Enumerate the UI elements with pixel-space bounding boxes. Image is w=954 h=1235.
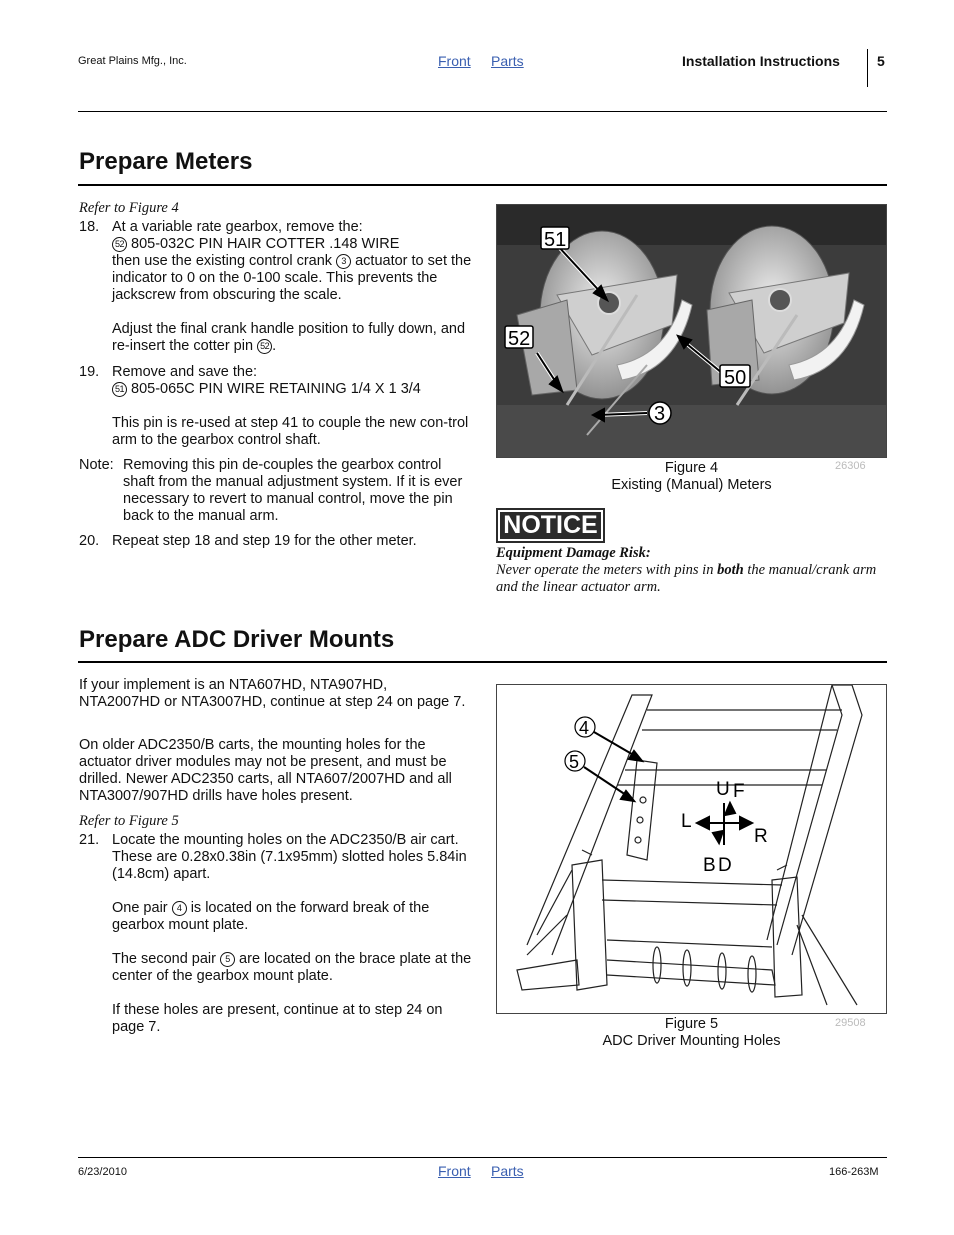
callout-52: 52 — [257, 339, 272, 354]
step-21-text: Locate the mounting holes on the ADC2350/B air cart. These are 0.28x0.38in (7.1x95mm) slotted holes 5.84in (14.8cm) apart. — [112, 832, 467, 882]
front-link[interactable]: Front — [438, 53, 471, 69]
figure-5-caption: ADC Driver Mounting Holes — [602, 1033, 781, 1049]
callout-52: 52 — [112, 237, 127, 252]
compass-u: U — [716, 779, 730, 800]
step-18 — [112, 219, 472, 355]
compass-l: L — [681, 811, 692, 832]
step-21 — [112, 832, 472, 1036]
header-divider — [867, 49, 868, 87]
notice-badge: NOTICE — [496, 508, 605, 543]
callout-51-label: 51 — [544, 229, 567, 251]
figure-4-label: Figure 4 — [664, 460, 719, 476]
doc-title: Installation Instructions — [682, 53, 840, 69]
section-title-prepare-meters: Prepare Meters — [79, 148, 253, 175]
step-19 — [112, 364, 472, 449]
step-18-para2: Adjust the final crank handle position to fully down, and re-insert the cotter pin 52 . — [112, 321, 466, 354]
note-text: Removing this pin de-couples the gearbox control shaft from the manual adjustment system. If it is ever necessary to revert to manual control, move the pin back to the manual arm. — [123, 457, 463, 524]
step-18-number: 18. — [79, 219, 100, 235]
compass-r: R — [754, 826, 768, 847]
section-rule — [78, 661, 887, 663]
refer-figure-5: Refer to Figure 5 — [79, 813, 179, 829]
step-21-number: 21. — [79, 832, 100, 848]
footer-rule — [78, 1157, 887, 1158]
callout-3: 3 — [336, 254, 351, 269]
parts-link[interactable]: Parts — [491, 53, 524, 69]
compass-d: D — [718, 855, 732, 876]
compass-b: B — [703, 855, 716, 876]
callout-3-label: 3 — [654, 403, 666, 425]
step-21-para4: If these holes are present, continue at to step 24 on page 7. — [112, 1002, 443, 1035]
adc-para-2: On older ADC2350/B carts, the mounting holes for the actuator driver modules may not be present, and must be drilled. Newer ADC2350 carts, all NTA607/2007HD and all NTA3007/907HD drills have holes present. — [79, 737, 452, 804]
step-21-para3: The second pair 5 are located on the brace plate at the center of the gearbox mount plate. — [112, 951, 472, 984]
footer-doc-number: 166-263M — [829, 1166, 879, 1178]
figure-5-image — [496, 684, 887, 1014]
figure-4-image — [496, 204, 887, 458]
compass-f: F — [733, 781, 745, 802]
notice-text: Never operate the meters with pins in both the manual/crank arm and the linear actuator arm. — [496, 562, 877, 595]
section-title-prepare-adc: Prepare ADC Driver Mounts — [79, 626, 395, 653]
step-19-number: 19. — [79, 364, 100, 380]
footer-parts-link[interactable]: Parts — [491, 1163, 524, 1179]
step-21-para2: One pair 4 is located on the forward break of the gearbox mount plate. — [112, 900, 430, 933]
figure-4-id: 26306 — [835, 460, 866, 472]
notice-heading: Equipment Damage Risk: — [496, 545, 651, 561]
page-number: 5 — [877, 53, 885, 69]
step-20-text: Repeat step 18 and step 19 for the other meter. — [112, 533, 417, 549]
step-20-number: 20. — [79, 533, 100, 549]
callout-5-label: 5 — [569, 752, 580, 772]
refer-figure-4: Refer to Figure 4 — [79, 200, 179, 216]
callout-52-label: 52 — [508, 328, 531, 350]
footer-date: 6/23/2010 — [78, 1166, 127, 1178]
step-19-para2: This pin is re-used at step 41 to couple the new con-trol arm to the gearbox control shaft. — [112, 415, 469, 448]
section-rule — [78, 184, 887, 186]
step-18-intro: At a variable rate gearbox, remove the: — [112, 219, 363, 235]
callout-51: 51 — [112, 382, 127, 397]
callout-4: 4 — [172, 901, 187, 916]
step-19-part: 51 805-065C PIN WIRE RETAINING 1/4 X 1 3/4 — [112, 381, 472, 398]
figure-4-caption: Existing (Manual) Meters — [611, 477, 772, 493]
footer-front-link[interactable]: Front — [438, 1163, 471, 1179]
callout-50-label: 50 — [724, 367, 747, 389]
header-rule — [78, 111, 887, 112]
callout-5: 5 — [220, 952, 235, 967]
figure-5-label: Figure 5 — [664, 1016, 719, 1032]
company-name: Great Plains Mfg., Inc. — [78, 55, 187, 67]
step-18-part: 52 805-032C PIN HAIR COTTER .148 WIRE — [112, 236, 472, 253]
note-label: Note: — [79, 457, 114, 473]
callout-4-label: 4 — [579, 718, 590, 738]
step-18-text: then use the existing control crank 3 actuator to set the indicator to 0 on the 0-100 scale. This prevents the jackscrew from obscuring the scale. — [112, 253, 472, 303]
adc-frame-drawing — [497, 685, 886, 1013]
step-19-intro: Remove and save the: — [112, 364, 258, 380]
figure-5-id: 29508 — [835, 1017, 866, 1029]
adc-para-1: If your implement is an NTA607HD, NTA907HD, NTA2007HD or NTA3007HD, continue at step 24 on page 7. — [79, 677, 466, 710]
direction-compass — [697, 803, 752, 845]
meters-photo — [497, 205, 886, 457]
